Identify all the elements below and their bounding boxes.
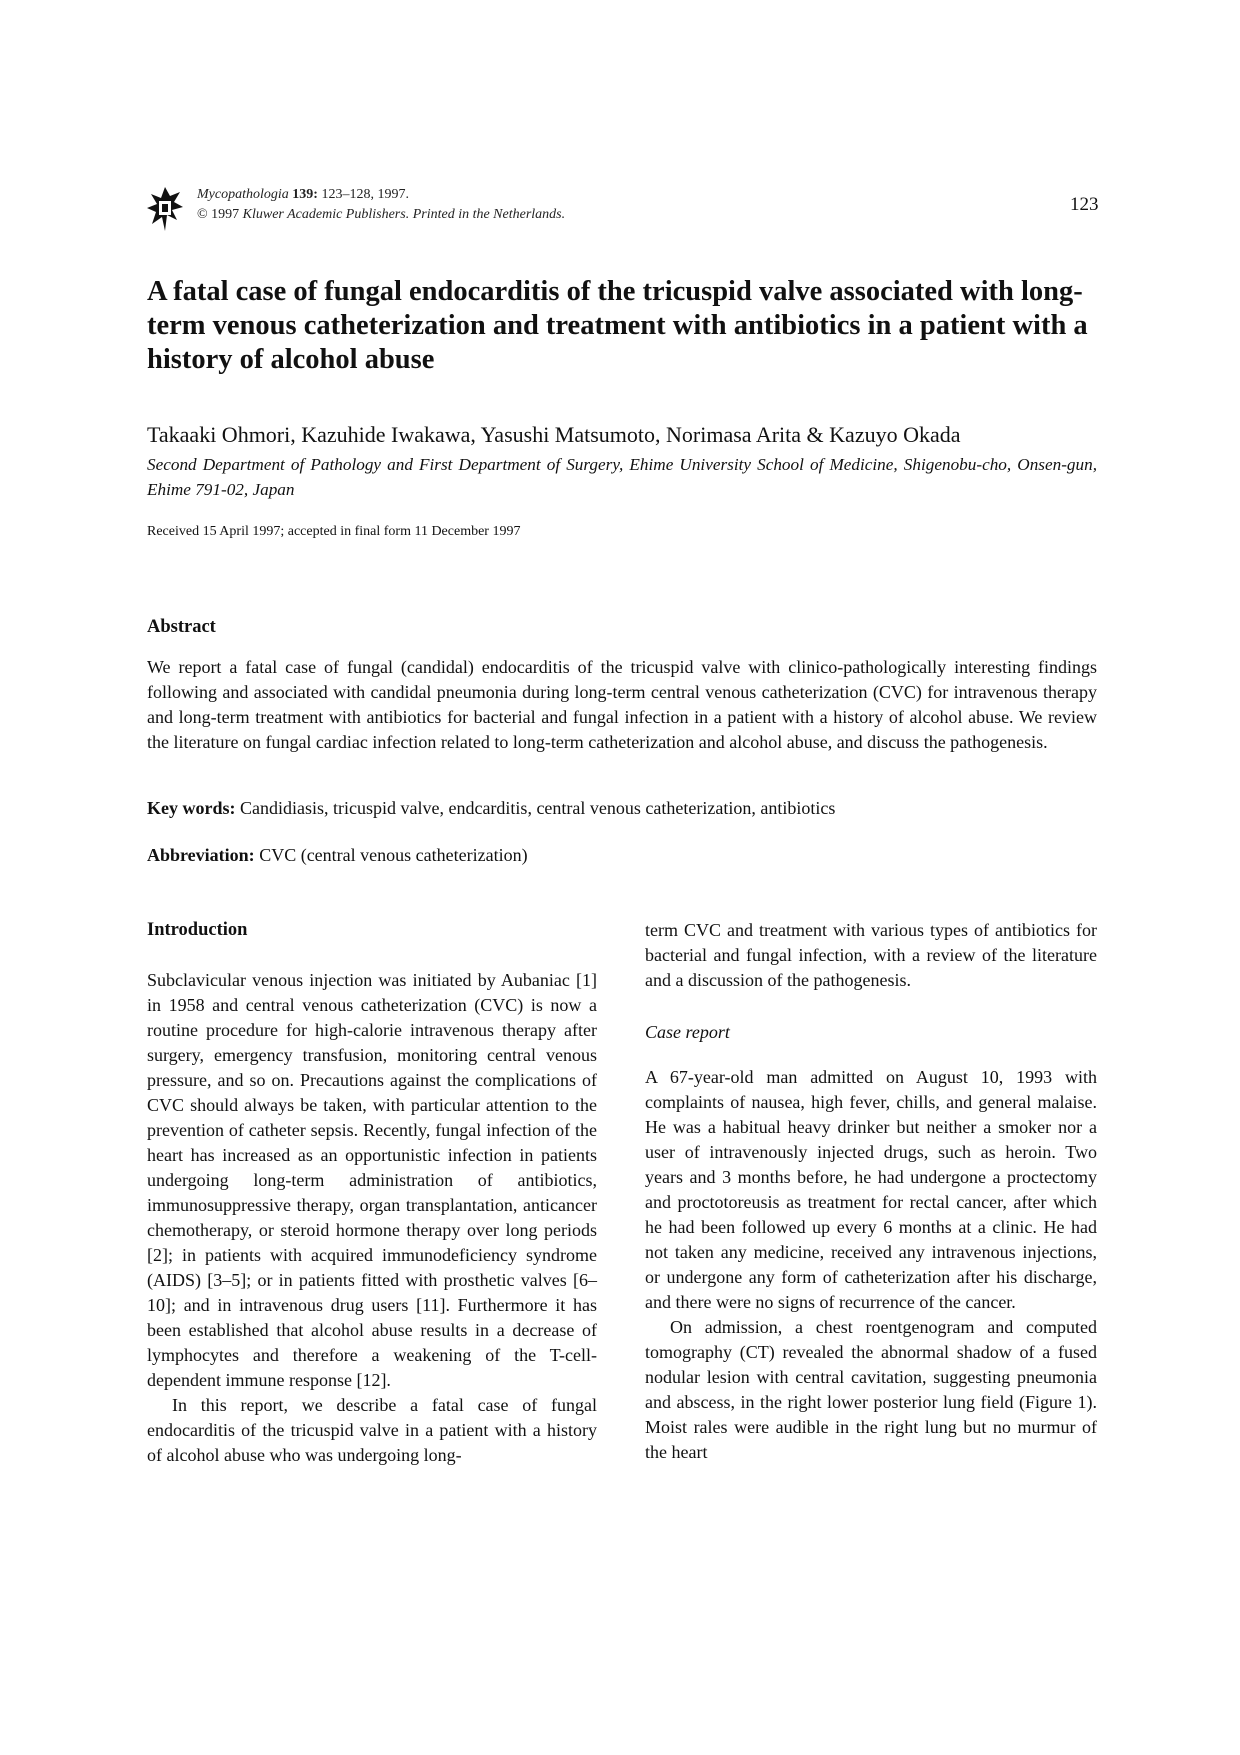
case-report-paragraph-1: A 67-year-old man admitted on August 10, 1993 with complaints of nausea, high fever, chills, and general malaise. He was a habitual heavy drinker but neither a smoker nor a user of intravenously injected drugs, such as heroin. Two years and 3 months before, he had undergone a proctectomy and proctotoreusis as treatment for rectal cancer, after which he had been followed up every 6 months at a clinic. He had not taken any medicine, received any intravenous injections, or undergone any form of catheterization after his discharge, and there were no signs of recurrence of the cancer. xyxy=(645,1067,1097,1312)
page-number: 123 xyxy=(1070,194,1099,215)
abstract-heading: Abstract xyxy=(147,617,216,637)
abbreviation xyxy=(147,845,528,866)
case-report-paragraph-2: On admission, a chest roentgenogram and computed tomography (CT) revealed the abnormal shadow of a fused nodular lesion with central cavitation, suggesting pneumonia and abscess, in the right lower posterior lung field (Figure 1). Moist rales were audible in the right lung but no murmur of the heart xyxy=(645,1317,1097,1462)
introduction-paragraph-2-continued: term CVC and treatment with various types of antibiotics for bacterial and fungal infection, with a review of the literature and a discussion of the pathogenesis. xyxy=(645,920,1097,990)
journal-volume: 139: xyxy=(292,187,318,202)
abbreviation-text: CVC (central venous catheterization) xyxy=(254,845,528,865)
affiliation: Second Department of Pathology and First Department of Surgery, Ehime University School of Medicine, Shigenobu-cho, Onsen-gun, Ehime 791-02, Japan xyxy=(147,455,1097,499)
introduction-paragraph-2: In this report, we describe a fatal case of fungal endocarditis of the tricuspid valve in a patient with a history of alcohol abuse who was undergoing long- xyxy=(147,1395,597,1465)
case-report-heading: Case report xyxy=(645,1022,730,1042)
authors: Takaaki Ohmori, Kazuhide Iwakawa, Yasushi Matsumoto, Norimasa Arita & Kazuyo Okada xyxy=(147,422,961,447)
abstract-text: We report a fatal case of fungal (candidal) endocarditis of the tricuspid valve with clinico-pathologically interesting findings following and associated with candidal pneumonia during long-term central venous catheterization (CVC) for intravenous therapy and long-term treatment with antibiotics for bacterial and fungal infection in a patient with a history of alcohol abuse. We review the literature on fungal cardiac infection related to long-term catheterization and alcohol abuse, and discuss the pathogenesis. xyxy=(147,657,1097,752)
publisher: Kluwer Academic Publishers. Printed in the Netherlands. xyxy=(242,207,566,222)
publisher-logo-icon xyxy=(147,187,183,231)
case-report-column xyxy=(645,1065,1097,1465)
keywords-text: Candidiasis, tricuspid valve, endcarditis, central venous catheterization, antibiotics xyxy=(235,798,836,818)
journal-pages: 123–128, 1997. xyxy=(317,187,409,202)
journal-name: Mycopathologia xyxy=(197,187,289,202)
journal-line-2 xyxy=(197,205,565,225)
abbreviation-label: Abbreviation: xyxy=(147,845,255,865)
copyright: © 1997 xyxy=(197,207,243,222)
introduction-heading: Introduction xyxy=(147,920,248,940)
received-dates: Received 15 April 1997; accepted in final form 11 December 1997 xyxy=(147,524,521,539)
introduction-column xyxy=(147,968,597,1468)
introduction-paragraph-1: Subclavicular venous injection was initiated by Aubaniac [1] in 1958 and central venous catheterization (CVC) is now a routine procedure for high-calorie intravenous therapy after surgery, emergency transfusion, monitoring central venous pressure, and so on. Precautions against the complications of CVC should always be taken, with particular attention to the prevention of catheter sepsis. Recently, fungal infection of the heart has increased as an opportunistic infection in patients undergoing long-term administration of antibiotics, immunosuppressive therapy, organ transplantation, anticancer chemotherapy, or steroid hormone therapy over long periods [2]; in patients with acquired immunodeficiency syndrome (AIDS) [3–5]; or in patients fitted with prosthetic valves [6–10]; and in intravenous drug users [11]. Furthermore it has been established that alcohol abuse results in a decrease of lymphocytes and therefore a weakening of the T-cell-dependent immune response [12]. xyxy=(147,970,597,1390)
journal-line-1 xyxy=(197,185,565,205)
article-title: A fatal case of fungal endocarditis of the tricuspid valve associated with long-term venous catheterization and treatment with antibiotics in a patient with a history of alcohol abuse xyxy=(147,276,1088,375)
keywords xyxy=(147,798,835,819)
journal-citation xyxy=(197,185,565,225)
keywords-label: Key words: xyxy=(147,798,236,818)
